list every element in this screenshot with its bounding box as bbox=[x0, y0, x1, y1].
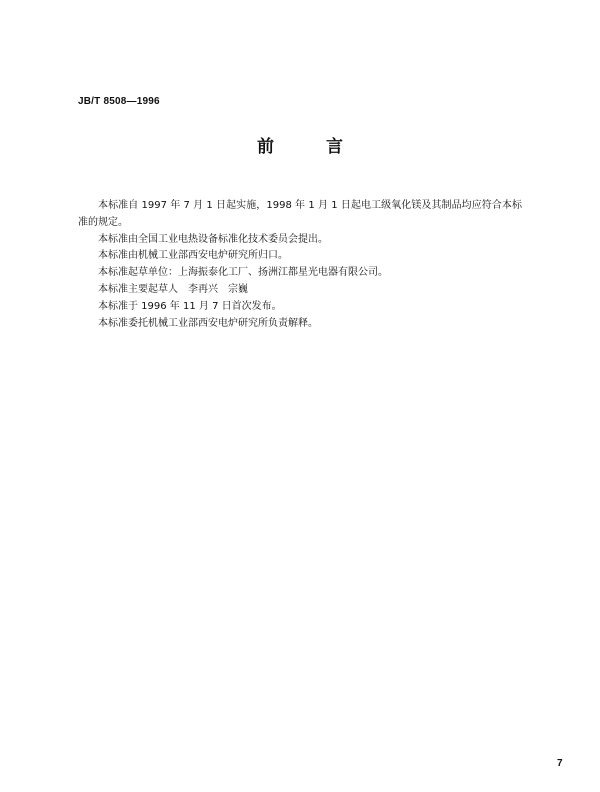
paragraph-implementation: 本标准自 1997 年 7 月 1 日起实施，1998 年 1 月 1 日起电工级氧化镁及其制品均应符合本标准的规定。 bbox=[78, 200, 522, 228]
paragraph-interpretation: 本标准委托机械工业部西安电炉研究所负责解释。 bbox=[98, 317, 318, 329]
standard-code: JB/T 8508—1996 bbox=[78, 96, 160, 107]
foreword-body bbox=[78, 198, 522, 332]
paragraph-drafting-units: 本标准起草单位：上海振泰化工厂、扬洲江都星光电器有限公司。 bbox=[98, 267, 388, 279]
paragraph-first-issue: 本标准于 1996 年 11 月 7 日首次发布。 bbox=[98, 300, 282, 312]
page-number: 7 bbox=[557, 758, 563, 769]
title-char-1: 前 bbox=[257, 137, 274, 157]
paragraph-proposer: 本标准由全国工业电热设备标准化技术委员会提出。 bbox=[98, 233, 328, 245]
paragraph-administrator: 本标准由机械工业部西安电炉研究所归口。 bbox=[98, 250, 288, 262]
title-char-2: 言 bbox=[326, 137, 343, 157]
page-title bbox=[0, 132, 600, 157]
paragraph-drafters: 本标准主要起草人 李再兴 宗巍 bbox=[98, 283, 248, 295]
